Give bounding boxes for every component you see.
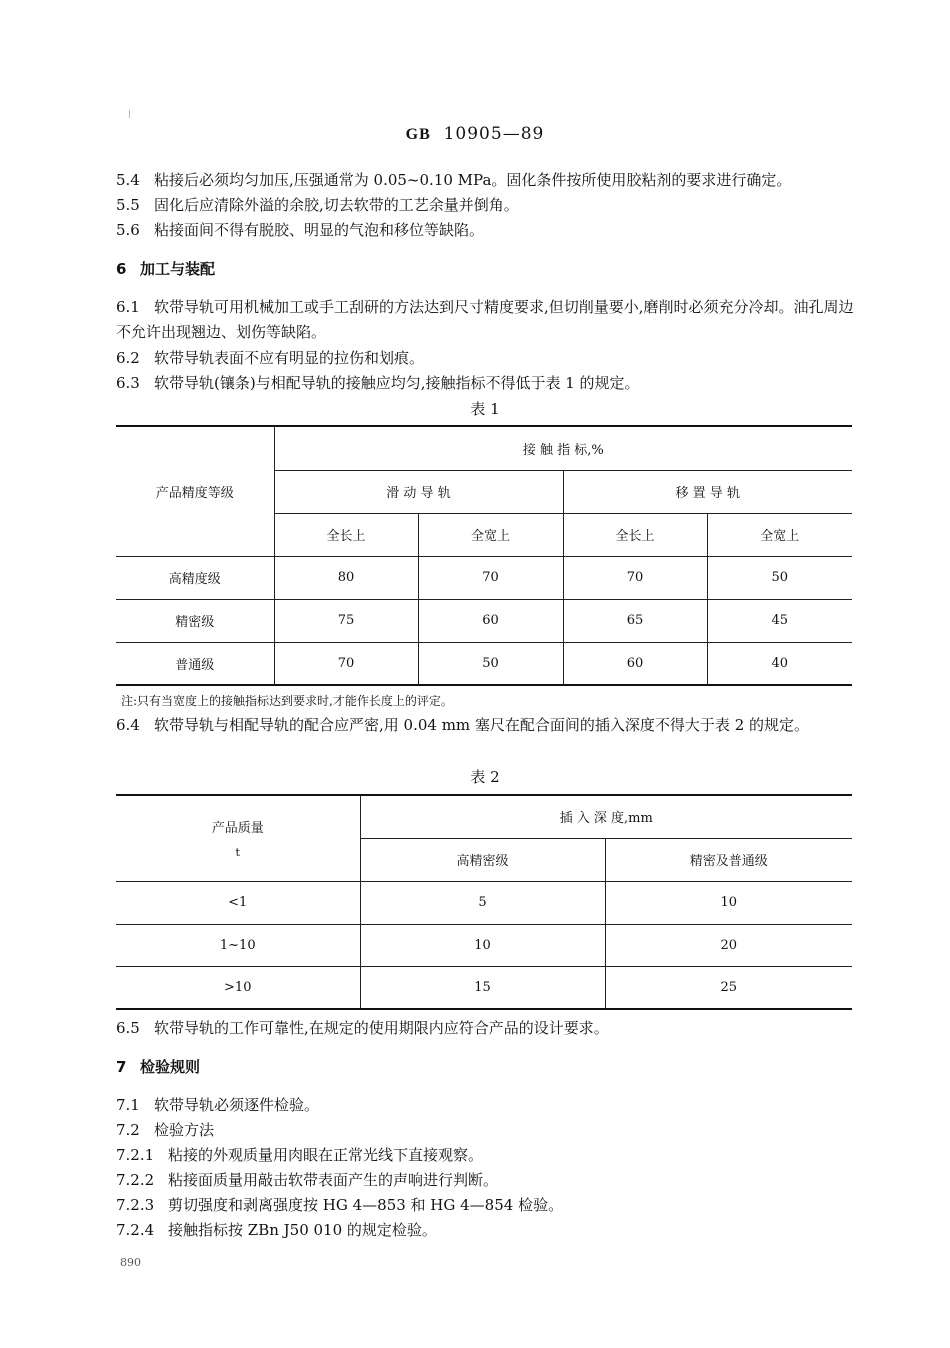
clause-text: 软带导轨(镶条)与相配导轨的接触应均匀,接触指标不得低于表 1 的规定。 (154, 374, 640, 392)
table2-col-mass (116, 795, 360, 881)
clause-6-5 (116, 1016, 856, 1041)
clause-7-1 (116, 1093, 856, 1118)
section-7-heading (116, 1055, 856, 1080)
table-1 (116, 425, 852, 686)
table1-col-grade: 产品精度等级 (116, 426, 274, 556)
cell: 65 (563, 599, 707, 642)
row-grade: 普通级 (116, 642, 274, 685)
scan-mark (129, 110, 130, 118)
clause-number: 7.2 (116, 1121, 140, 1139)
clause-number: 6.5 (116, 1019, 140, 1037)
table2-col-mass-label: 产品质量 (211, 821, 264, 837)
cell: 45 (707, 599, 852, 642)
cell: 60 (563, 642, 707, 685)
clause-number: 6.4 (116, 716, 140, 734)
section-title: 加工与装配 (140, 260, 216, 278)
cell: 10 (605, 881, 852, 924)
clause-number: 6.1 (116, 298, 140, 316)
clause-number: 7.1 (116, 1096, 140, 1114)
cell: 20 (605, 924, 852, 966)
clause-number: 7.2.3 (116, 1196, 155, 1214)
clause-6-3 (116, 371, 856, 396)
table-row (116, 642, 852, 685)
clause-number: 5.4 (116, 171, 140, 189)
cell: 70 (418, 556, 563, 599)
clause-7-2-4 (116, 1218, 856, 1243)
row-mass: >10 (116, 966, 360, 1009)
clause-text: 粘接的外观质量用肉眼在正常光线下直接观察。 (168, 1146, 484, 1164)
page-number: 890 (120, 1256, 141, 1269)
cell: 60 (418, 599, 563, 642)
table-row (116, 966, 852, 1009)
table1-caption: 表 1 (470, 400, 500, 418)
cell: 10 (360, 924, 605, 966)
row-grade: 精密级 (116, 599, 274, 642)
clause-6-2 (116, 346, 856, 371)
standard-number: 10905—89 (443, 124, 545, 144)
clause-text: 粘接后必须均匀加压,压强通常为 0.05~0.10 MPa。固化条件按所使用胶粘剂的要求进行确定。 (154, 171, 792, 189)
section-number: 6 (116, 260, 127, 278)
clause-5-6 (116, 218, 856, 243)
table-2 (116, 794, 852, 1010)
clause-number: 6.2 (116, 349, 140, 367)
cell: 5 (360, 881, 605, 924)
clause-text: 粘接面质量用敲击软带表面产生的声响进行判断。 (168, 1171, 499, 1189)
clause-text: 粘接面间不得有脱胶、明显的气泡和移位等缺陷。 (154, 221, 485, 239)
table-row (116, 924, 852, 966)
table2-sub-high: 高精密级 (360, 838, 605, 881)
table-row (116, 599, 852, 642)
table2-sub-normal: 精密及普通级 (605, 838, 852, 881)
clause-number: 7.2.1 (116, 1146, 155, 1164)
clause-number: 6.3 (116, 374, 140, 392)
cell: 25 (605, 966, 852, 1009)
table2-header-row-1 (116, 795, 852, 838)
clause-number: 7.2.4 (116, 1221, 155, 1239)
clause-number: 7.2.2 (116, 1171, 155, 1189)
page-header (0, 124, 950, 144)
clause-text: 固化后应清除外溢的余胶,切去软带的工艺余量并倒角。 (154, 196, 519, 214)
table1-header-row-1 (116, 426, 852, 470)
clause-text: 软带导轨与相配导轨的配合应严密,用 0.04 mm 塞尺在配合面间的插入深度不得大于表 2 的规定。 (154, 716, 810, 734)
table1-head-contact: 接 触 指 标,% (274, 426, 852, 470)
table1-sub-width: 全宽上 (707, 513, 852, 556)
section-6-heading (116, 257, 856, 282)
table1-sub-width: 全宽上 (418, 513, 563, 556)
cell: 50 (707, 556, 852, 599)
cell: 70 (274, 642, 418, 685)
cell: 50 (418, 642, 563, 685)
clause-text: 软带导轨表面不应有明显的拉伤和划痕。 (154, 349, 425, 367)
clause-text: 软带导轨必须逐件检验。 (154, 1096, 320, 1114)
standard-prefix: GB (405, 126, 431, 143)
clause-text: 软带导轨的工作可靠性,在规定的使用期限内应符合产品的设计要求。 (154, 1019, 609, 1037)
row-mass: <1 (116, 881, 360, 924)
table1-head-move: 移 置 导 轨 (563, 470, 852, 513)
clause-5-5 (116, 193, 856, 218)
clause-6-1 (116, 295, 856, 345)
clause-6-4 (116, 713, 856, 738)
row-mass: 1~10 (116, 924, 360, 966)
row-grade: 高精度级 (116, 556, 274, 599)
clause-text: 接触指标按 ZBn J50 010 的规定检验。 (168, 1221, 437, 1239)
table2-caption: 表 2 (470, 768, 500, 786)
clause-7-2 (116, 1118, 856, 1143)
table-row (116, 881, 852, 924)
clause-number: 5.5 (116, 196, 140, 214)
cell: 75 (274, 599, 418, 642)
cell: 80 (274, 556, 418, 599)
table-row (116, 556, 852, 599)
table2-col-mass-unit: t (235, 846, 240, 860)
clause-number: 5.6 (116, 221, 140, 239)
table2-head-depth: 插 入 深 度,mm (360, 795, 852, 838)
clause-7-2-2 (116, 1168, 856, 1193)
clause-text: 软带导轨可用机械加工或手工刮研的方法达到尺寸精度要求,但切削量要小,磨削时必须充分冷却。油孔周边不允许出现翘边、划伤等缺陷。 (116, 298, 854, 341)
clause-7-2-3 (116, 1193, 856, 1218)
cell: 40 (707, 642, 852, 685)
section-number: 7 (116, 1058, 127, 1076)
table1-head-slide: 滑 动 导 轨 (274, 470, 563, 513)
table1-sub-length: 全长上 (563, 513, 707, 556)
section-title: 检验规则 (140, 1058, 201, 1076)
table1-note: 注:只有当宽度上的接触指标达到要求时,才能作长度上的评定。 (121, 694, 453, 708)
table1-sub-length: 全长上 (274, 513, 418, 556)
clause-text: 剪切强度和剥离强度按 HG 4—853 和 HG 4—854 检验。 (168, 1196, 564, 1214)
clause-7-2-1 (116, 1143, 856, 1168)
clause-text: 检验方法 (154, 1121, 215, 1139)
cell: 70 (563, 556, 707, 599)
clause-5-4 (116, 168, 856, 193)
cell: 15 (360, 966, 605, 1009)
